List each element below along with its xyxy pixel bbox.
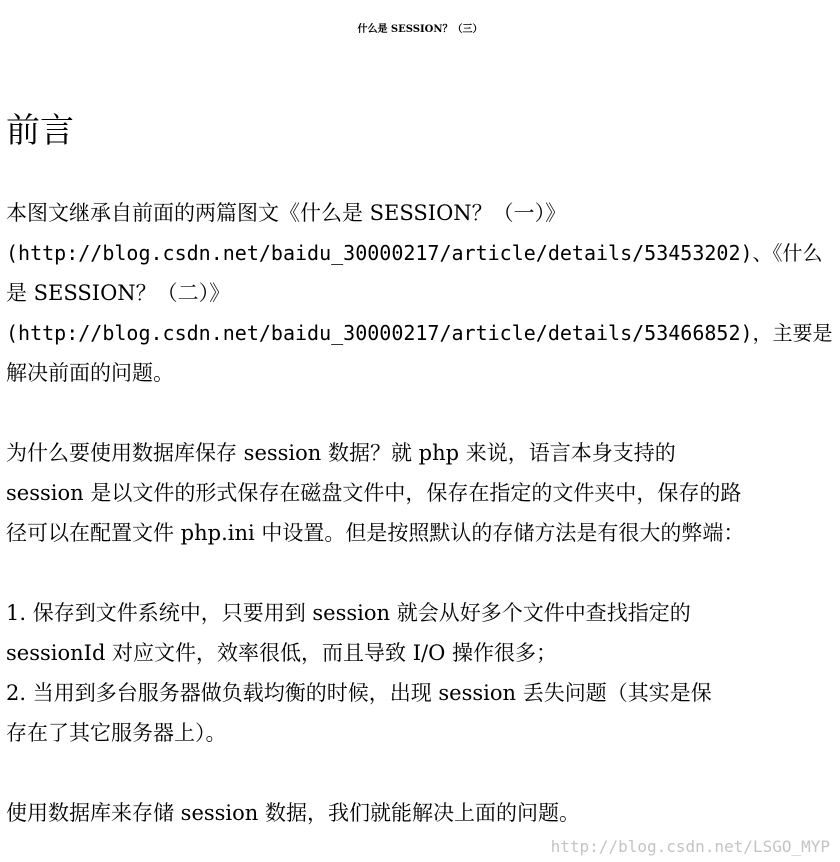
paragraph-line: 为什么要使用数据库保存 session 数据？就 php 来说，语言本身支持的 (6, 441, 676, 465)
list-item-line: 2. 当用到多台服务器做负载均衡的时候，出现 session 丢失问题（其实是保 (6, 681, 712, 705)
paragraph-line: 解决前面的问题。 (6, 361, 174, 385)
list-item-line: 1. 保存到文件系统中，只要用到 session 就会从好多个文件中查找指定的 (6, 601, 691, 625)
paragraph-line: 径可以在配置文件 php.ini 中设置。但是按照默认的存储方法是有很大的弊端： (6, 521, 745, 545)
paragraph-line-link: (http://blog.csdn.net/baidu_30000217/article/details/53466852)，主要是 (6, 321, 833, 345)
paragraph-line-link: (http://blog.csdn.net/baidu_30000217/article/details/53453202)、《什么 (6, 241, 823, 265)
section-heading: 前言 (6, 111, 74, 151)
article-title: 什么是 SESSION？（三） (357, 24, 483, 35)
list-item-line: 存在了其它服务器上）。 (6, 721, 227, 745)
paragraph-line: 本图文继承自前面的两篇图文《什么是 SESSION？（一）》 (6, 201, 567, 225)
paragraph-line: session 是以文件的形式保存在磁盘文件中，保存在指定的文件夹中，保存的路 (6, 481, 742, 505)
paragraph-line: 是 SESSION？（二）》 (6, 281, 231, 305)
paragraph-line: 使用数据库来存储 session 数据，我们就能解决上面的问题。 (6, 801, 580, 825)
list-item-line: sessionId 对应文件，效率很低，而且导致 I/O 操作很多； (6, 641, 557, 665)
watermark-text: http://blog.csdn.net/LSGO_MYP (550, 837, 830, 856)
